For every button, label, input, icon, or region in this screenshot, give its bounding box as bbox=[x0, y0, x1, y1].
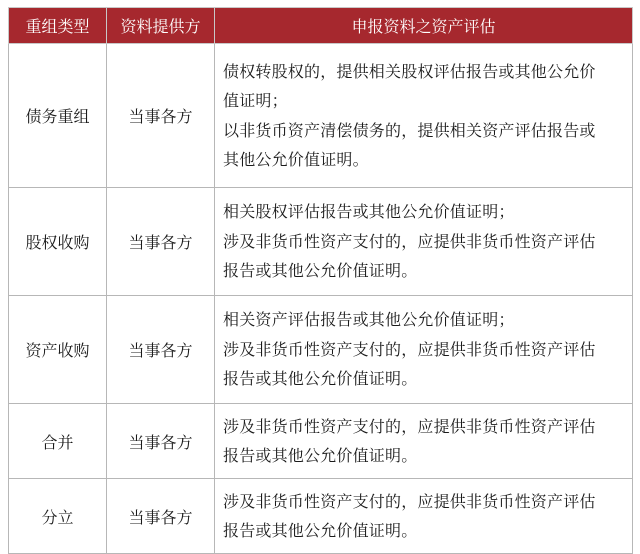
cell-provider: 当事各方 bbox=[107, 44, 215, 188]
cell-type: 合并 bbox=[9, 404, 107, 479]
table-row bbox=[9, 404, 633, 479]
table-row bbox=[9, 188, 633, 296]
restructuring-table-container bbox=[8, 7, 632, 554]
description-line: 报告或其他公允价值证明。 bbox=[223, 261, 418, 281]
description-line: 涉及非货币性资产支付的，应提供非货币性资产评估 bbox=[223, 339, 596, 359]
cell-provider: 当事各方 bbox=[107, 404, 215, 479]
header-asset-evaluation: 申报资料之资产评估 bbox=[215, 8, 633, 44]
cell-type: 债务重组 bbox=[9, 44, 107, 188]
cell-description bbox=[215, 479, 633, 554]
description-line: 债权转股权的，提供相关股权评估报告或其他公允价 bbox=[223, 61, 596, 81]
header-restructuring-type: 重组类型 bbox=[9, 8, 107, 44]
cell-description bbox=[215, 44, 633, 188]
description-line: 报告或其他公允价值证明。 bbox=[223, 369, 418, 389]
description-line: 报告或其他公允价值证明。 bbox=[223, 521, 418, 540]
table-row bbox=[9, 44, 633, 188]
cell-provider: 当事各方 bbox=[107, 296, 215, 404]
cell-type: 资产收购 bbox=[9, 296, 107, 404]
description-line: 涉及非货币性资产支付的，应提供非货币性资产评估 bbox=[223, 491, 596, 511]
cell-type: 股权收购 bbox=[9, 188, 107, 296]
description-line: 值证明； bbox=[223, 91, 288, 110]
header-provider: 资料提供方 bbox=[107, 8, 215, 44]
table-row bbox=[9, 479, 633, 554]
description-line: 相关股权评估报告或其他公允价值证明； bbox=[223, 202, 515, 222]
description-line: 涉及非货币性资产支付的，应提供非货币性资产评估 bbox=[223, 416, 596, 436]
description-line: 以非货币资产清偿债务的，提供相关资产评估报告或 bbox=[223, 120, 596, 140]
cell-provider: 当事各方 bbox=[107, 188, 215, 296]
description-line: 其他公允价值证明。 bbox=[223, 150, 369, 169]
cell-description bbox=[215, 404, 633, 479]
cell-description bbox=[215, 188, 633, 296]
description-line: 相关资产评估报告或其他公允价值证明； bbox=[223, 310, 515, 330]
description-line: 报告或其他公允价值证明。 bbox=[223, 446, 418, 465]
table-row bbox=[9, 296, 633, 404]
description-line: 涉及非货币性资产支付的，应提供非货币性资产评估 bbox=[223, 231, 596, 251]
cell-type: 分立 bbox=[9, 479, 107, 554]
restructuring-documents-table bbox=[8, 7, 633, 554]
cell-description bbox=[215, 296, 633, 404]
table-header-row bbox=[9, 8, 633, 44]
cell-provider: 当事各方 bbox=[107, 479, 215, 554]
